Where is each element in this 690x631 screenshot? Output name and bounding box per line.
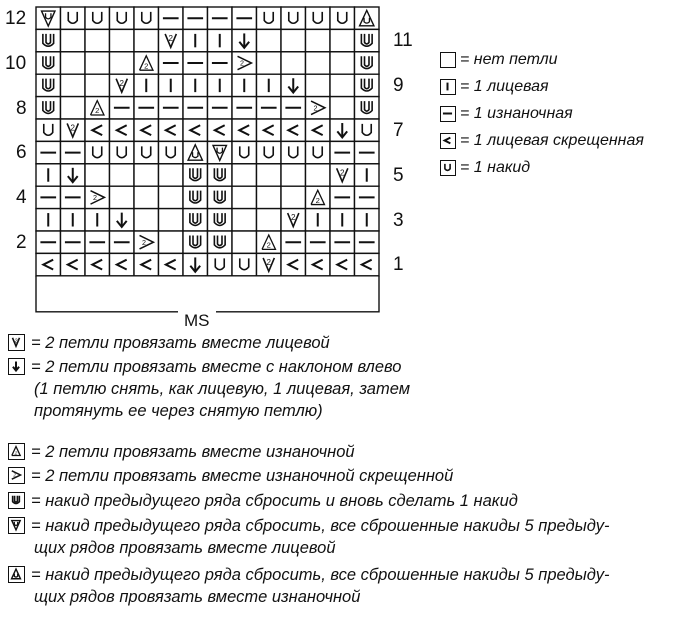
chart-cell-yarn-over-symbol xyxy=(306,7,331,29)
legend-item xyxy=(8,465,453,487)
chart-cell-knit-symbol xyxy=(306,209,331,231)
chart-cell-purl-symbol xyxy=(281,97,306,119)
key-text: = 1 накид xyxy=(460,158,531,176)
row-number: 2 xyxy=(16,232,27,253)
chart-cell-empty xyxy=(61,29,86,51)
no-stitch-symbol xyxy=(440,52,456,68)
chart-cell-gather-purl-symbol xyxy=(183,141,208,163)
chart-cell-knit-tbl-symbol xyxy=(257,119,282,141)
repeat-label: MS xyxy=(178,311,216,331)
symbol-key xyxy=(440,46,644,181)
chart-cell-p2tog-tbl-symbol xyxy=(306,97,331,119)
chart-cell-knit-symbol xyxy=(85,209,110,231)
chart-cell-empty xyxy=(61,97,86,119)
chart-cell-purl-symbol xyxy=(257,97,282,119)
chart-cell-knit-tbl-symbol xyxy=(61,253,86,275)
chart-cell-empty xyxy=(134,209,159,231)
chart-cell-knit-symbol xyxy=(355,164,380,186)
chart-cell-yarn-over-symbol xyxy=(355,119,380,141)
chart-cell-drop-yo-symbol xyxy=(36,52,61,74)
chart-cell-knit-tbl-symbol xyxy=(208,119,233,141)
svg-text:2: 2 xyxy=(95,106,100,116)
chart-cell-yarn-over-symbol xyxy=(134,7,159,29)
chart-cell-ssk-symbol xyxy=(110,209,135,231)
chart-cell-empty xyxy=(306,164,331,186)
chart-cell-knit-symbol xyxy=(183,74,208,96)
chart-cell-knit-tbl-symbol xyxy=(159,253,184,275)
chart-cell-empty xyxy=(110,186,135,208)
legend-text-continuation: (1 петлю снять, как лицевую, 1 лицевая, затем xyxy=(34,380,411,398)
chart-cell-empty xyxy=(110,52,135,74)
row-number: 9 xyxy=(393,75,404,97)
chart-cell-purl-symbol xyxy=(159,7,184,29)
legend-item xyxy=(8,490,518,512)
chart-cell-yarn-over-symbol xyxy=(281,7,306,29)
gather-purl-symbol xyxy=(8,566,25,583)
chart-cell-empty xyxy=(281,186,306,208)
svg-text:2: 2 xyxy=(93,194,98,203)
key-text: = 1 изнаночная xyxy=(460,104,573,122)
chart-cell-knit-tbl-symbol xyxy=(330,253,355,275)
p2tog-tbl-symbol xyxy=(8,467,25,484)
svg-text:2: 2 xyxy=(266,258,271,268)
chart-cell-drop-yo-symbol xyxy=(36,97,61,119)
chart-cell-purl-symbol xyxy=(281,231,306,253)
chart-cell-drop-yo-symbol xyxy=(36,74,61,96)
chart-cell-yarn-over-symbol xyxy=(232,141,257,163)
chart-cell-purl-symbol xyxy=(306,231,331,253)
drop-yo-symbol xyxy=(8,492,25,509)
chart-cell-yarn-over-symbol xyxy=(306,141,331,163)
chart-cell-purl-symbol xyxy=(355,231,380,253)
svg-text:2: 2 xyxy=(14,338,18,345)
chart-cell-drop-yo-symbol xyxy=(208,164,233,186)
chart-cell-empty xyxy=(110,164,135,186)
chart-cell-knit-symbol xyxy=(232,74,257,96)
chart-cell-gather-purl-symbol xyxy=(355,7,380,29)
row-number: 1 xyxy=(393,254,404,276)
chart-cell-knit-tbl-symbol xyxy=(183,119,208,141)
chart-cell-knit-tbl-symbol xyxy=(36,253,61,275)
chart-cell-p2tog-tbl-symbol xyxy=(85,186,110,208)
row-number: 12 xyxy=(5,8,27,29)
chart-cell-purl-symbol xyxy=(208,97,233,119)
k2tog-symbol xyxy=(8,334,25,351)
row-number: 4 xyxy=(16,187,27,209)
legend-item xyxy=(8,441,355,463)
chart-cell-empty xyxy=(306,52,331,74)
chart-cell-k2tog-symbol xyxy=(110,74,135,96)
svg-text:2: 2 xyxy=(119,78,124,88)
chart-cell-empty xyxy=(134,186,159,208)
chart-cell-knit-tbl-symbol xyxy=(281,119,306,141)
chart-cell-purl-symbol xyxy=(355,141,380,163)
key-text: = нет петли xyxy=(460,50,558,68)
svg-text:2: 2 xyxy=(144,61,149,71)
chart-cell-p2tog-symbol xyxy=(306,186,331,208)
chart-cell-yarn-over-symbol xyxy=(281,141,306,163)
chart-cell-knit-tbl-symbol xyxy=(110,253,135,275)
chart-cell-yarn-over-symbol xyxy=(330,7,355,29)
row-number: 5 xyxy=(393,164,404,186)
chart-cell-knit-tbl-symbol xyxy=(306,119,331,141)
chart-cell-empty xyxy=(281,52,306,74)
chart-cell-yarn-over-symbol xyxy=(134,141,159,163)
yarn-over-symbol xyxy=(440,160,456,176)
chart-cell-ssk-symbol xyxy=(232,29,257,51)
chart-cell-empty xyxy=(306,29,331,51)
chart-cell-empty xyxy=(330,74,355,96)
chart-cell-purl-symbol xyxy=(159,97,184,119)
chart-cell-purl-symbol xyxy=(61,186,86,208)
chart-cell-drop-yo-symbol xyxy=(355,29,380,51)
chart-cell-drop-yo-symbol xyxy=(183,231,208,253)
row-number: 6 xyxy=(16,142,27,164)
purl-symbol xyxy=(440,106,456,122)
chart-cell-p2tog-symbol xyxy=(85,97,110,119)
row-number: 3 xyxy=(393,209,404,231)
chart-cell-knit-symbol xyxy=(159,74,184,96)
chart-cell-empty xyxy=(232,186,257,208)
chart-cell-empty xyxy=(232,231,257,253)
svg-text:2: 2 xyxy=(14,451,18,457)
svg-text:2: 2 xyxy=(70,123,75,133)
chart-cell-knit-tbl-symbol xyxy=(355,253,380,275)
chart-cell-empty xyxy=(134,164,159,186)
row-number: 8 xyxy=(16,97,27,119)
chart-cell-gather-knit-symbol xyxy=(208,141,233,163)
chart-cell-purl-symbol xyxy=(61,231,86,253)
chart-cell-drop-yo-symbol xyxy=(355,52,380,74)
svg-text:2: 2 xyxy=(240,59,245,68)
legend-text: = накид предыдущего ряда сбросить, все сброшенные накиды 5 предыду- xyxy=(31,566,610,584)
svg-text:2: 2 xyxy=(142,238,147,247)
row-number: 11 xyxy=(393,30,413,52)
row-number: 7 xyxy=(393,120,404,141)
chart-cell-empty xyxy=(85,164,110,186)
chart-cell-purl-symbol xyxy=(61,141,86,163)
chart-cell-empty xyxy=(257,164,282,186)
chart-cell-yarn-over-symbol xyxy=(159,141,184,163)
repeat-bracket xyxy=(36,276,379,312)
chart-cell-ssk-symbol xyxy=(330,119,355,141)
chart-cell-drop-yo-symbol xyxy=(183,209,208,231)
chart-cell-k2tog-symbol xyxy=(330,164,355,186)
legend-item xyxy=(8,564,609,608)
chart-cell-knit-tbl-symbol xyxy=(134,253,159,275)
chart-cell-empty xyxy=(281,164,306,186)
svg-text:2: 2 xyxy=(266,240,271,250)
chart-cell-empty xyxy=(159,186,184,208)
chart-cell-empty xyxy=(330,52,355,74)
chart-cell-knit-tbl-symbol xyxy=(159,119,184,141)
chart-cell-knit-symbol xyxy=(36,209,61,231)
chart-cell-yarn-over-symbol xyxy=(110,7,135,29)
legend-text: = накид предыдущего ряда сбросить и вновь сделать 1 накид xyxy=(31,492,518,510)
legend-text: = накид предыдущего ряда сбросить, все сброшенные накиды 5 предыду- xyxy=(31,517,610,535)
chart-cell-purl-symbol xyxy=(36,231,61,253)
chart-cell-knit-symbol xyxy=(355,209,380,231)
chart-cell-drop-yo-symbol xyxy=(183,186,208,208)
chart-cell-knit-tbl-symbol xyxy=(306,253,331,275)
chart-cell-empty xyxy=(306,74,331,96)
chart-cell-purl-symbol xyxy=(232,7,257,29)
chart-cell-drop-yo-symbol xyxy=(355,74,380,96)
key-item xyxy=(440,154,644,181)
chart-cell-knit-symbol xyxy=(183,29,208,51)
chart-cell-ssk-symbol xyxy=(281,74,306,96)
chart-cell-empty xyxy=(134,29,159,51)
legend-item xyxy=(8,356,410,422)
chart-cell-purl-symbol xyxy=(183,7,208,29)
chart-cell-yarn-over-symbol xyxy=(85,7,110,29)
chart-cell-k2tog-symbol xyxy=(61,119,86,141)
gather-knit-symbol xyxy=(8,517,25,534)
chart-cell-purl-symbol xyxy=(208,52,233,74)
chart-cell-empty xyxy=(61,52,86,74)
svg-text:2: 2 xyxy=(291,213,296,223)
chart-cell-empty xyxy=(232,164,257,186)
chart-cell-purl-symbol xyxy=(85,231,110,253)
chart-cell-yarn-over-symbol xyxy=(257,141,282,163)
chart-cell-knit-symbol xyxy=(208,29,233,51)
chart-cell-knit-tbl-symbol xyxy=(110,119,135,141)
chart-cell-knit-symbol xyxy=(61,209,86,231)
chart-cell-empty xyxy=(159,209,184,231)
chart-cell-knit-symbol xyxy=(257,74,282,96)
legend-text: = 2 петли провязать вместе с наклоном влево xyxy=(31,358,402,376)
chart-cell-p2tog-symbol xyxy=(134,52,159,74)
chart-cell-purl-symbol xyxy=(36,186,61,208)
chart-cell-knit-symbol xyxy=(36,164,61,186)
chart-cell-drop-yo-symbol xyxy=(183,164,208,186)
legend-text-continuation: протянуть ее через снятую петлю) xyxy=(34,402,323,420)
chart-cell-empty xyxy=(257,29,282,51)
chart-cell-empty xyxy=(110,29,135,51)
chart-cell-yarn-over-symbol xyxy=(232,253,257,275)
chart-cell-empty xyxy=(85,74,110,96)
chart-cell-empty xyxy=(330,97,355,119)
chart-cell-knit-tbl-symbol xyxy=(134,119,159,141)
chart-cell-p2tog-tbl-symbol xyxy=(232,52,257,74)
row-number: 10 xyxy=(5,52,27,74)
ssk-symbol xyxy=(8,358,25,375)
chart-cell-purl-symbol xyxy=(232,97,257,119)
chart-cell-drop-yo-symbol xyxy=(208,231,233,253)
chart-cell-purl-symbol xyxy=(159,52,184,74)
chart-cell-purl-symbol xyxy=(183,52,208,74)
chart-cell-purl-symbol xyxy=(355,186,380,208)
chart-cell-knit-symbol xyxy=(208,74,233,96)
chart-cell-empty xyxy=(61,74,86,96)
knit-symbol xyxy=(440,79,456,95)
legend-text: = 2 петли провязать вместе изнаночной xyxy=(31,443,355,461)
legend-text: = 2 петли провязать вместе лицевой xyxy=(31,334,330,352)
chart-cell-knit-symbol xyxy=(330,209,355,231)
legend-item xyxy=(8,332,330,354)
key-item xyxy=(440,46,644,73)
chart-cell-k2tog-symbol xyxy=(257,253,282,275)
key-text: = 1 лицевая скрещенная xyxy=(460,131,644,149)
chart-cell-yarn-over-symbol xyxy=(85,141,110,163)
chart-cell-purl-symbol xyxy=(330,141,355,163)
chart-cell-purl-symbol xyxy=(183,97,208,119)
chart-cell-gather-knit-symbol xyxy=(36,7,61,29)
chart-cell-knit-tbl-symbol xyxy=(85,119,110,141)
svg-text:2: 2 xyxy=(315,195,320,205)
chart-cell-purl-symbol xyxy=(330,186,355,208)
svg-text:2: 2 xyxy=(313,104,318,113)
svg-text:2: 2 xyxy=(340,168,345,178)
chart-cell-knit-tbl-symbol xyxy=(281,253,306,275)
chart-cell-empty xyxy=(159,164,184,186)
chart-cell-knit-symbol xyxy=(134,74,159,96)
chart-cell-empty xyxy=(281,29,306,51)
legend-text-continuation: щих рядов провязать вместе лицевой xyxy=(34,539,336,557)
chart-cell-p2tog-tbl-symbol xyxy=(134,231,159,253)
chart-cell-purl-symbol xyxy=(36,141,61,163)
chart-cell-empty xyxy=(257,52,282,74)
p2tog-symbol xyxy=(8,443,25,460)
chart-cell-empty xyxy=(85,29,110,51)
chart-cell-empty xyxy=(257,209,282,231)
chart-cell-empty xyxy=(159,231,184,253)
key-item xyxy=(440,100,644,127)
chart-cell-drop-yo-symbol xyxy=(36,29,61,51)
chart-cell-empty xyxy=(257,186,282,208)
chart-cell-knit-tbl-symbol xyxy=(85,253,110,275)
chart-cell-yarn-over-symbol xyxy=(257,7,282,29)
legend-text: = 2 петли провязать вместе изнаночной скрещенной xyxy=(31,467,454,485)
chart-cell-p2tog-symbol xyxy=(257,231,282,253)
chart-cell-k2tog-symbol xyxy=(281,209,306,231)
chart-cell-empty xyxy=(85,52,110,74)
legend-item xyxy=(8,515,609,559)
chart-cell-k2tog-symbol xyxy=(159,29,184,51)
knit-tbl-symbol xyxy=(440,133,456,149)
svg-text:2: 2 xyxy=(168,34,173,44)
chart-cell-yarn-over-symbol xyxy=(36,119,61,141)
legend-text-continuation: щих рядов провязать вместе изнаночной xyxy=(34,588,361,606)
chart-cell-purl-symbol xyxy=(134,97,159,119)
chart-cell-purl-symbol xyxy=(110,231,135,253)
chart-cell-empty xyxy=(232,209,257,231)
chart-cell-drop-yo-symbol xyxy=(208,209,233,231)
key-text: = 1 лицевая xyxy=(460,77,549,95)
svg-text:2: 2 xyxy=(13,472,16,478)
chart-cell-drop-yo-symbol xyxy=(208,186,233,208)
chart-cell-empty xyxy=(330,29,355,51)
chart-cell-ssk-symbol xyxy=(183,253,208,275)
chart-cell-purl-symbol xyxy=(208,7,233,29)
chart-cell-purl-symbol xyxy=(330,231,355,253)
chart-cell-purl-symbol xyxy=(110,97,135,119)
key-item xyxy=(440,73,644,100)
key-item xyxy=(440,127,644,154)
chart-cell-knit-tbl-symbol xyxy=(232,119,257,141)
chart-cell-yarn-over-symbol xyxy=(61,7,86,29)
chart-cell-ssk-symbol xyxy=(61,164,86,186)
chart-cell-drop-yo-symbol xyxy=(355,97,380,119)
chart-cell-yarn-over-symbol xyxy=(110,141,135,163)
chart-cell-yarn-over-symbol xyxy=(208,253,233,275)
